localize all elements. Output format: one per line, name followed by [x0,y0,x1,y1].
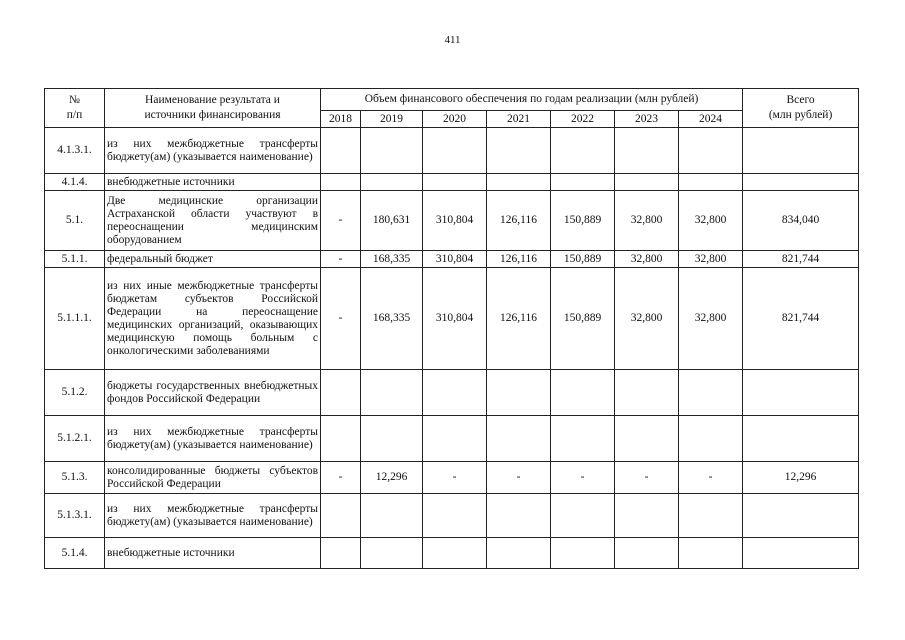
value-cell [487,494,551,538]
value-cell: - [487,462,551,494]
value-cell [551,416,615,462]
row-number: 5.1.2.1. [45,416,105,462]
table-row [45,494,859,538]
value-cell: 32,800 [615,251,679,268]
value-cell [551,174,615,191]
value-cell [487,370,551,416]
value-cell: - [321,191,361,251]
value-cell: - [551,462,615,494]
table-row [45,538,859,569]
value-cell [551,538,615,569]
value-cell [679,128,743,174]
value-cell [487,128,551,174]
value-cell [321,174,361,191]
header-year: 2022 [551,111,615,128]
total-cell: 821,744 [743,268,859,370]
value-cell [423,128,487,174]
value-cell [487,416,551,462]
table-row [45,370,859,416]
value-cell [679,174,743,191]
value-cell: 310,804 [423,268,487,370]
value-cell [679,494,743,538]
value-cell: 168,335 [361,268,423,370]
value-cell [615,174,679,191]
value-cell: - [321,251,361,268]
header-name [105,89,321,128]
row-name: внебюджетные источники [105,174,321,191]
total-cell [743,494,859,538]
total-cell [743,174,859,191]
value-cell [361,370,423,416]
row-number: 5.1.2. [45,370,105,416]
value-cell: 126,116 [487,191,551,251]
row-name: федеральный бюджет [105,251,321,268]
value-cell: - [321,462,361,494]
table-row [45,128,859,174]
row-number: 5.1.3.1. [45,494,105,538]
value-cell [361,174,423,191]
total-cell: 834,040 [743,191,859,251]
value-cell [361,416,423,462]
row-name: из них иные межбюджетные трансферты бюджетам субъектов Российской Федерации на переоснащение медицинских организаций, оказывающих медицинскую помощь больным с онкологическими заболеваниями [105,268,321,370]
row-number: 4.1.4. [45,174,105,191]
financing-table [44,88,859,569]
value-cell [361,494,423,538]
header-name-label: Наименование результата и источники финансирования [144,94,281,121]
value-cell: - [679,462,743,494]
row-name: из них межбюджетные трансферты бюджету(ам) (указывается наименование) [105,416,321,462]
value-cell: 32,800 [615,191,679,251]
total-cell [743,128,859,174]
header-year: 2018 [321,111,361,128]
table-row [45,268,859,370]
row-number: 5.1.3. [45,462,105,494]
value-cell: 168,335 [361,251,423,268]
value-cell: 32,800 [679,251,743,268]
value-cell [321,128,361,174]
value-cell [361,128,423,174]
value-cell [615,128,679,174]
value-cell [615,370,679,416]
value-cell [551,494,615,538]
table-row [45,191,859,251]
row-name: из них межбюджетные трансферты бюджету(ам) (указывается наименование) [105,494,321,538]
header-total [743,89,859,128]
header-year: 2020 [423,111,487,128]
row-number: 5.1.4. [45,538,105,569]
value-cell [615,538,679,569]
value-cell: 150,889 [551,268,615,370]
table-row [45,462,859,494]
value-cell [423,370,487,416]
value-cell: 150,889 [551,191,615,251]
table-row [45,174,859,191]
value-cell [423,494,487,538]
value-cell: 32,800 [679,191,743,251]
value-cell [423,174,487,191]
value-cell: 310,804 [423,251,487,268]
header-year: 2021 [487,111,551,128]
total-cell [743,370,859,416]
total-cell: 821,744 [743,251,859,268]
value-cell: 126,116 [487,251,551,268]
value-cell [679,538,743,569]
row-number: 5.1.1. [45,251,105,268]
row-name: бюджеты государственных внебюджетных фондов Российской Федерации [105,370,321,416]
value-cell [321,416,361,462]
value-cell: 32,800 [679,268,743,370]
value-cell [679,370,743,416]
header-total-label: Всего (млн рублей) [768,94,833,121]
page-number: 411 [444,34,461,46]
total-cell [743,416,859,462]
value-cell: - [321,268,361,370]
table-row [45,416,859,462]
header-year: 2023 [615,111,679,128]
value-cell [423,416,487,462]
value-cell: 12,296 [361,462,423,494]
value-cell [551,128,615,174]
header-number-label: № п/п [66,94,83,121]
row-name: внебюджетные источники [105,538,321,569]
value-cell [679,416,743,462]
row-name: консолидированные бюджеты субъектов Российской Федерации [105,462,321,494]
value-cell [423,538,487,569]
value-cell [615,494,679,538]
header-year: 2024 [679,111,743,128]
value-cell [321,370,361,416]
row-number: 5.1.1.1. [45,268,105,370]
value-cell: 150,889 [551,251,615,268]
row-name: из них межбюджетные трансферты бюджету(ам) (указывается наименование) [105,128,321,174]
value-cell: - [423,462,487,494]
table-body [45,128,859,569]
value-cell: 32,800 [615,268,679,370]
value-cell [487,174,551,191]
value-cell [321,538,361,569]
value-cell: 310,804 [423,191,487,251]
total-cell: 12,296 [743,462,859,494]
header-number [45,89,105,128]
value-cell [615,416,679,462]
row-number: 5.1. [45,191,105,251]
value-cell: - [615,462,679,494]
value-cell [321,494,361,538]
value-cell: 180,631 [361,191,423,251]
row-number: 4.1.3.1. [45,128,105,174]
value-cell [487,538,551,569]
value-cell: 126,116 [487,268,551,370]
row-name: Две медицинские организации Астраханской области участвуют в переоснащении медицинским оборудованием [105,191,321,251]
value-cell [551,370,615,416]
total-cell [743,538,859,569]
table-row [45,251,859,268]
value-cell [361,538,423,569]
header-year: 2019 [361,111,423,128]
header-volume: Объем финансового обеспечения по годам реализации (млн рублей) [321,89,743,111]
